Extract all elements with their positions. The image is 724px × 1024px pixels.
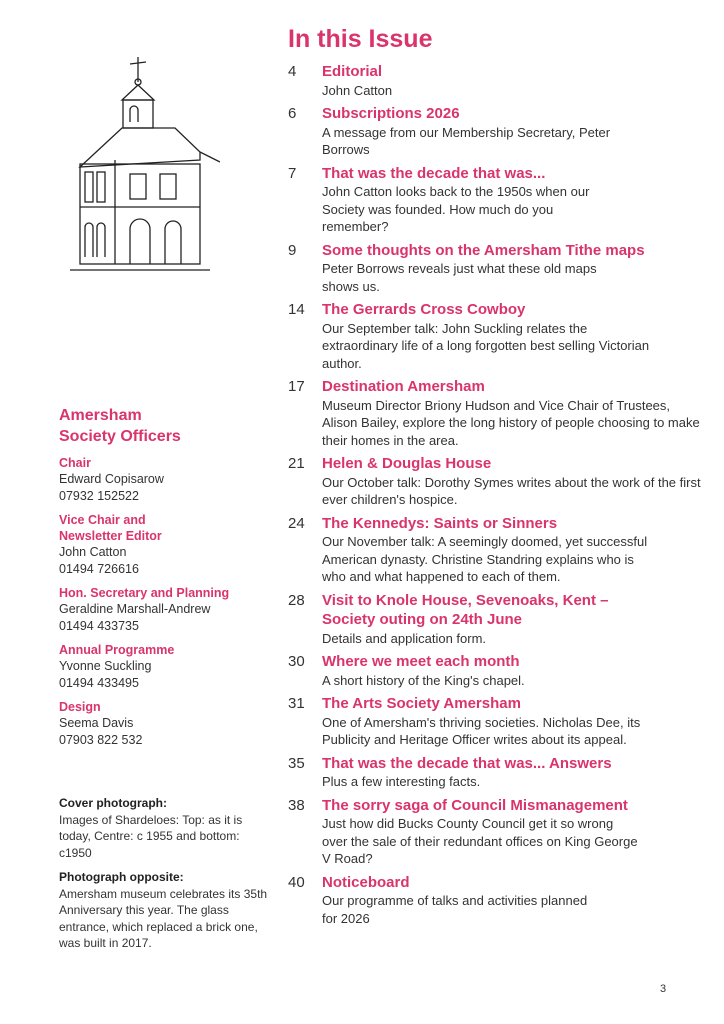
toc-entry-desc: Peter Borrows reveals just what these old maps shows us. <box>322 261 597 294</box>
toc-entry[interactable] <box>288 62 708 99</box>
toc-page-number: 30 <box>288 653 305 670</box>
toc-entry-title: That was the decade that was... Answers <box>322 754 612 772</box>
toc-entry-desc: Just how did Bucks County Council get it so wrong over the sale of their redundant offices on King George V Road? <box>322 816 638 866</box>
toc-page-number: 6 <box>288 105 297 122</box>
toc-entry[interactable] <box>288 104 708 159</box>
toc-entry-desc: John Catton <box>322 82 393 98</box>
officer-secretary: Hon. Secretary and Planning Geraldine Marshall-Andrew 01494 433735 <box>59 586 230 633</box>
toc-page-number: 14 <box>288 301 305 318</box>
toc-entry-desc: Our October talk: Dorothy Symes writes about the work of the first ever children's hospice. <box>322 474 701 507</box>
toc-entry-title: Destination Amersham <box>322 378 485 395</box>
society-officers <box>59 405 274 756</box>
officer-chair: Chair Edward Copisarow 07932 152522 <box>59 456 164 503</box>
toc-page-number: 40 <box>288 873 305 891</box>
toc-entry-desc: Plus a few interesting facts. <box>322 774 481 789</box>
toc-page-number: 31 <box>288 695 305 712</box>
toc-entry[interactable] <box>288 241 708 296</box>
photo-credits <box>59 795 274 960</box>
toc-entry-desc: Our November talk: A seemingly doomed, yet successful American dynasty. Christine Standring explains who is who and what happened to each of them. <box>322 534 648 584</box>
toc-entry-desc: One of Amersham's thriving societies. Nicholas Dee, its Publicity and Heritage Officer writes about its appeal. <box>322 714 641 747</box>
officer-programme: Annual Programme Yvonne Suckling 01494 433495 <box>59 643 175 690</box>
toc-entry-title: Where we meet each month <box>322 653 520 670</box>
toc-page-number: 17 <box>288 378 305 395</box>
toc-entry[interactable] <box>288 300 708 372</box>
toc-entry[interactable] <box>288 454 708 509</box>
toc-entry-desc: Our September talk: John Suckling relates the extraordinary life of a long forgotten best selling Victorian author. <box>322 320 650 371</box>
toc-entry[interactable] <box>288 164 708 236</box>
toc-page-number: 38 <box>288 796 305 814</box>
toc-page-number: 35 <box>288 754 305 772</box>
toc-entry-title: The Gerrards Cross Cowboy <box>322 301 526 318</box>
toc-entry-title: Some thoughts on the Amersham Tithe maps <box>322 241 645 259</box>
toc-entry-title: The Kennedys: Saints or Sinners <box>322 514 558 532</box>
toc-entry[interactable] <box>288 873 708 928</box>
toc-entry[interactable] <box>288 652 708 689</box>
toc-page-number: 7 <box>288 164 297 182</box>
toc-page-number: 4 <box>288 63 297 80</box>
toc-entry-title: That was the decade that was... <box>322 164 546 182</box>
toc-entry-title: The Arts Society Amersham <box>322 695 521 712</box>
officers-heading: Amersham Society Officers <box>59 407 181 445</box>
toc-entry[interactable] <box>288 796 708 868</box>
toc-entry-title: The sorry saga of Council Mismanagement <box>322 796 628 814</box>
toc-entry-title: Helen & Douglas House <box>322 455 492 472</box>
toc-entry-desc: Our programme of talks and activities planned for 2026 <box>322 893 588 926</box>
table-of-contents <box>288 62 708 932</box>
toc-entry-desc: A message from our Membership Secretary, Peter Borrows <box>322 124 611 157</box>
toc-entry-title: Noticeboard <box>322 873 410 891</box>
toc-page-number: 24 <box>288 514 305 532</box>
toc-entry[interactable] <box>288 694 708 749</box>
photograph-opposite-credit: Photograph opposite: Amersham museum celebrates its 35th Anniversary this year. The glass entrance, which replaced a brick one, was built in 2017. <box>59 870 268 950</box>
officer-vice-chair: Vice Chair and Newsletter Editor John Catton 01494 726616 <box>59 513 162 576</box>
toc-entry-title: Visit to Knole House, Sevenoaks, Kent – Society outing on 24th June <box>322 591 609 628</box>
cover-photograph-credit: Cover photograph: Images of Shardeloes: Top: as it is today, Centre: c 1955 and bottom: c1950 <box>59 796 243 860</box>
toc-entry[interactable] <box>288 514 708 586</box>
page-number: 3 <box>660 983 667 995</box>
toc-entry[interactable] <box>288 591 708 648</box>
toc-entry-desc: Museum Director Briony Hudson and Vice Chair of Trustees, Alison Bailey, explore the long history of people choosing to make their homes in the area. <box>322 397 700 448</box>
toc-entry-title: Subscriptions 2026 <box>322 105 460 122</box>
toc-entry[interactable] <box>288 377 708 449</box>
toc-page-number: 21 <box>288 455 305 472</box>
toc-entry-desc: John Catton looks back to the 1950s when our Society was founded. How much do you remember? <box>322 184 590 234</box>
toc-page-number: 28 <box>288 591 305 609</box>
toc-entry[interactable] <box>288 754 708 791</box>
toc-entry-desc: A short history of the King's chapel. <box>322 672 525 688</box>
toc-page-number: 9 <box>288 241 297 259</box>
toc-entry-title: Editorial <box>322 63 383 80</box>
market-hall-illustration <box>60 52 220 277</box>
toc-entry-desc: Details and application form. <box>322 630 487 646</box>
page-title: In this Issue <box>288 25 433 53</box>
officer-design: Design Seema Davis 07903 822 532 <box>59 700 143 747</box>
